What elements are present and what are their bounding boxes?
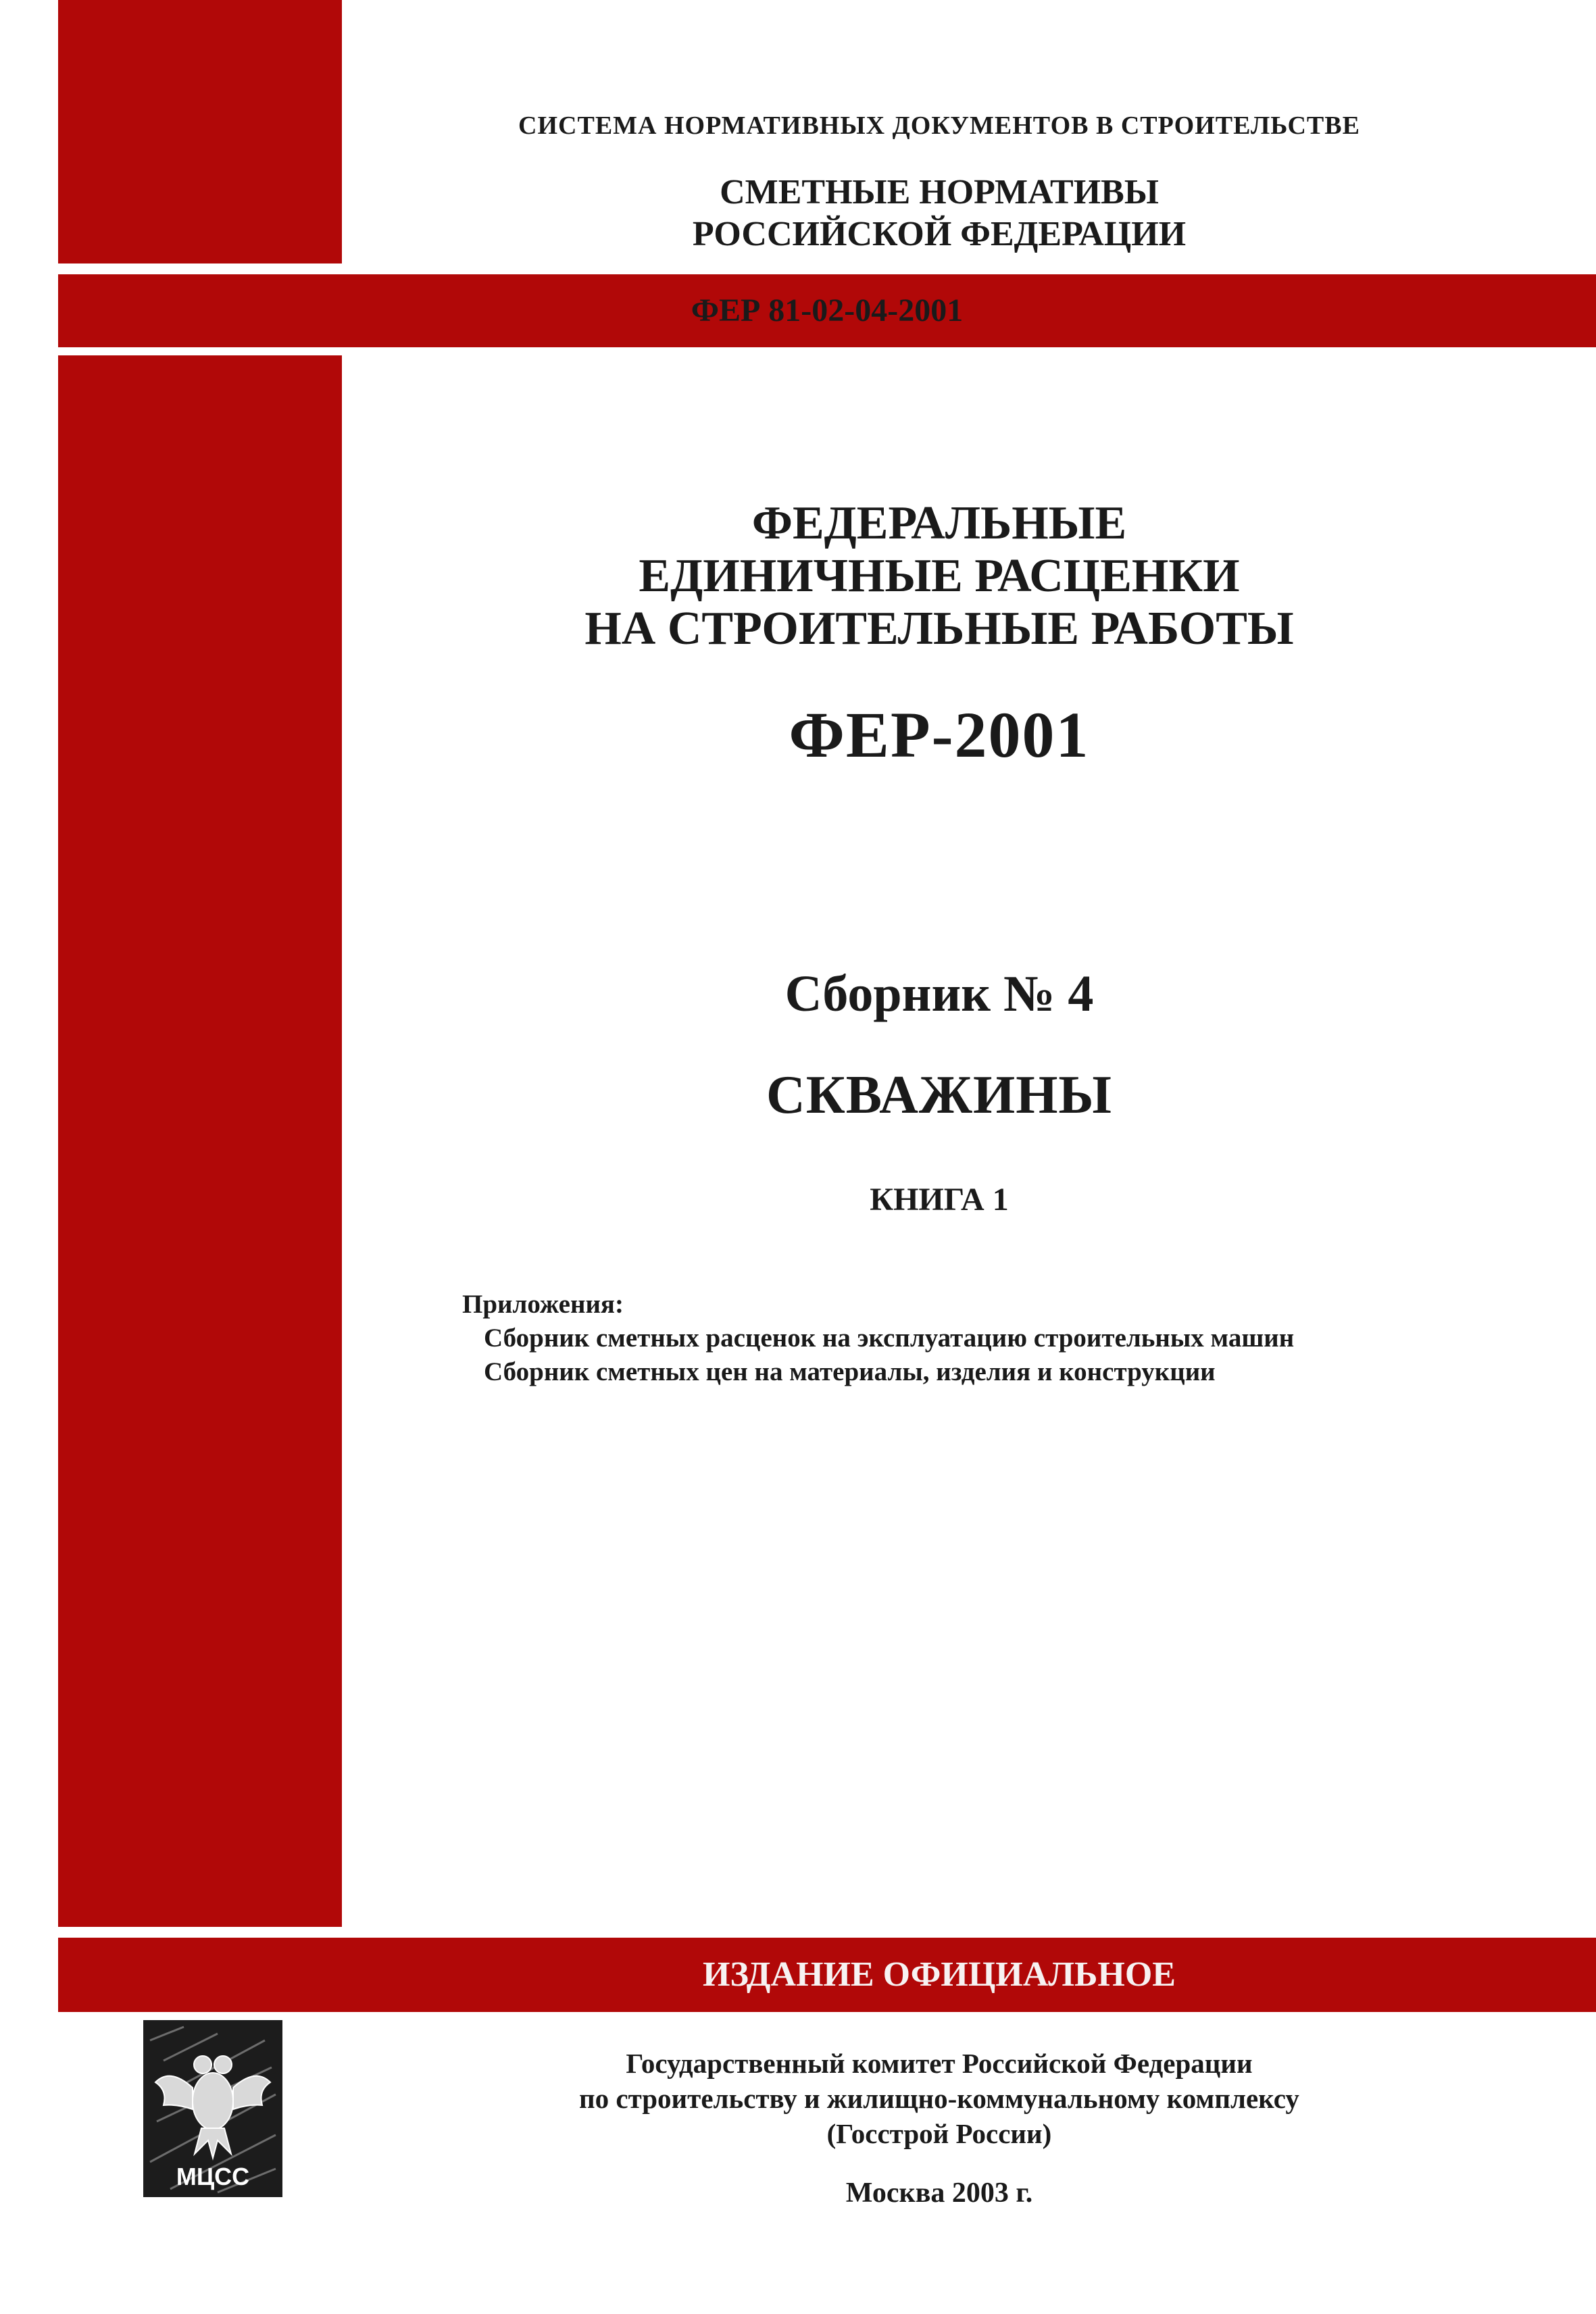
hologram-text: МЦСС	[176, 2163, 250, 2190]
appendices-label: Приложения:	[462, 1290, 624, 1319]
eagle-emblem-icon	[143, 2020, 282, 2197]
main-title-line: ФЕДЕРАЛЬНЫЕ	[751, 497, 1127, 549]
appendices-block	[462, 1288, 1294, 1389]
appendix-item: Сборник сметных расценок на эксплуатацию строительных машин	[484, 1324, 1295, 1353]
cover-red-bar-left	[58, 355, 342, 1927]
document-code: ФЕР 81-02-04-2001	[691, 293, 964, 328]
hologram-sticker	[143, 2020, 282, 2197]
cover-red-bar-top	[58, 0, 342, 263]
normatives-line: РОССИЙСКОЙ ФЕДЕРАЦИИ	[692, 215, 1187, 253]
collection-topic: СКВАЖИНЫ	[766, 1065, 1112, 1125]
appendix-item: Сборник сметных цен на материалы, изделия и конструкции	[484, 1357, 1216, 1386]
book-number: КНИГА 1	[870, 1182, 1009, 1217]
publisher-line: (Госстрой России)	[826, 2118, 1052, 2149]
main-title	[342, 497, 1537, 655]
normatives-line: СМЕТНЫЕ НОРМАТИВЫ	[720, 173, 1159, 211]
official-edition-label: ИЗДАНИЕ ОФИЦИАЛЬНОЕ	[703, 1955, 1176, 1994]
city-year: Москва 2003 г.	[845, 2178, 1033, 2209]
normatives-heading	[342, 172, 1537, 255]
series-title: СИСТЕМА НОРМАТИВНЫХ ДОКУМЕНТОВ В СТРОИТЕЛЬСТВЕ	[518, 111, 1360, 140]
collection-number: Сборник № 4	[784, 965, 1094, 1022]
publisher-block	[342, 2046, 1537, 2151]
main-title-line: ЕДИНИЧНЫЕ РАСЦЕНКИ	[639, 550, 1240, 602]
main-title-line: НА СТРОИТЕЛЬНЫЕ РАБОТЫ	[584, 603, 1294, 655]
fer-title: ФЕР-2001	[789, 699, 1090, 771]
publisher-line: по строительству и жилищно-коммунальному комплексу	[579, 2083, 1299, 2114]
publisher-line: Государственный комитет Российской Федерации	[626, 2048, 1253, 2079]
